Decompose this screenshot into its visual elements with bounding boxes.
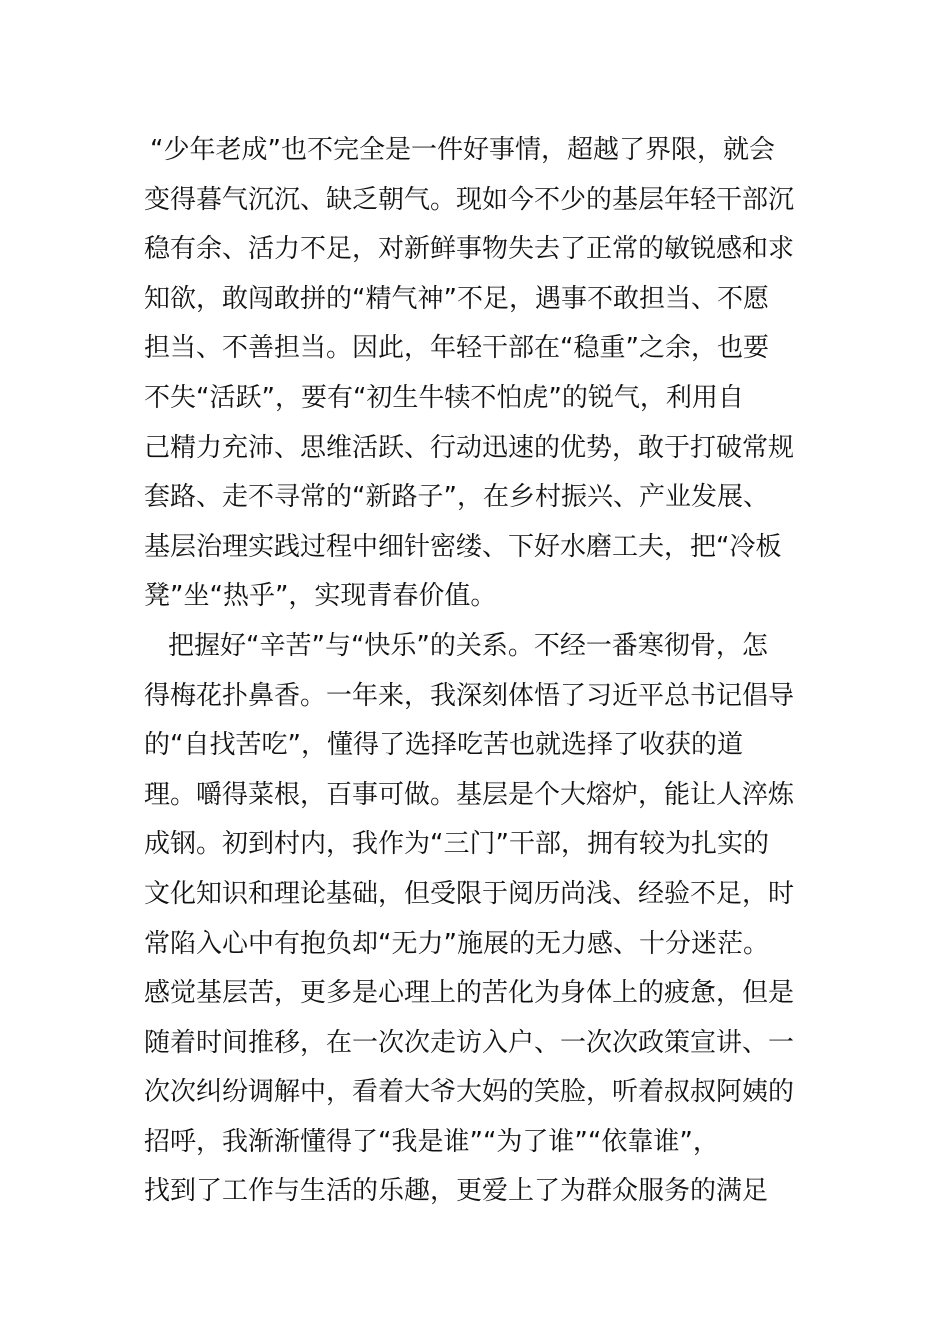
text-line: “少年老成”也不完全是一件好事情，超越了界限，就会	[150, 135, 775, 165]
text-line: 得梅花扑鼻香。一年来，我深刻体悟了习近平总书记倡导	[144, 680, 795, 711]
text-line: 随着时间推移，在一次次走访入户、一次次政策宣讲、一	[144, 1027, 795, 1058]
text-line: 常陷入心中有抱负却“无力”施展的无力感、十分迷茫。	[144, 928, 769, 959]
text-line: 感觉基层苦，更多是心理上的苦化为身体上的疲惫，但是	[144, 978, 795, 1009]
text-line: 基层治理实践过程中细针密缕、下好水磨工夫，把“冷板	[144, 531, 782, 562]
text-line: 理。嚼得菜根，百事可做。基层是个大熔炉，能让人淬炼	[144, 779, 795, 810]
text-line: 己精力充沛、思维活跃、行动迅速的优势，敢于打破常规	[144, 432, 795, 463]
text-line: 次次纠纷调解中，看着大爷大妈的笑脸，听着叔叔阿姨的	[144, 1077, 795, 1108]
text-line: 文化知识和理论基础，但受限于阅历尚浅、经验不足，时	[144, 878, 795, 909]
text-line: 招呼，我渐渐懂得了“我是谁”“为了谁”“依靠谁”，	[144, 1126, 719, 1157]
text-line: 稳有余、活力不足，对新鲜事物失去了正常的敏锐感和求	[144, 234, 795, 265]
text-line: 找到了工作与生活的乐趣，更爱上了为群众服务的满足	[144, 1176, 769, 1207]
text-line: 变得暮气沉沉、缺乏朝气。现如今不少的基层年轻干部沉	[144, 184, 795, 215]
text-line: 的“自找苦吃”，懂得了选择吃苦也就选择了收获的道	[144, 730, 743, 761]
paragraph-heading-line: 把握好“辛苦”与“快乐”的关系。不经一番寒彻骨，怎	[168, 630, 768, 661]
text-line: 不失“活跃”，要有“初生牛犊不怕虎”的锐气，利用自	[144, 382, 744, 413]
text-line: 知欲，敢闯敢拼的“精气神”不足，遇事不敢担当、不愿	[144, 283, 769, 314]
text-line: 担当、不善担当。因此，年轻干部在“稳重”之余，也要	[144, 333, 769, 364]
text-line: 成钢。初到村内，我作为“三门”干部，拥有较为扎实的	[144, 829, 769, 860]
text-line: 凳”坐“热乎”，实现青春价值。	[144, 581, 497, 612]
body-text	[144, 126, 810, 1217]
text-line: 套路、走不寻常的“新路子”，在乡村振兴、产业发展、	[144, 482, 769, 513]
